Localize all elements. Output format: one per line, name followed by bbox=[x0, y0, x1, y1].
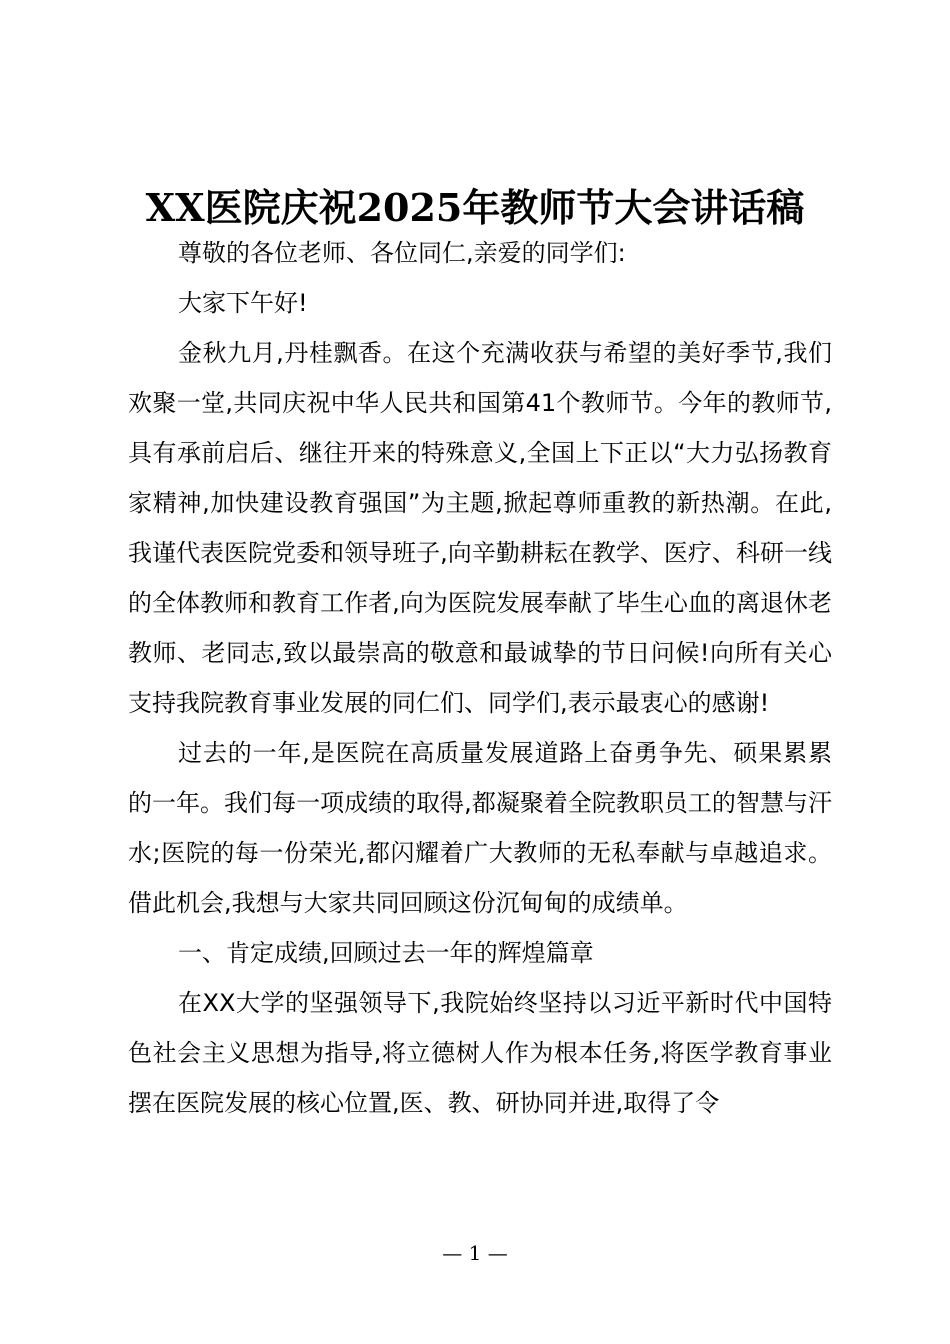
greeting: 大家下午好! bbox=[178, 289, 308, 317]
paragraph-achievements: 在XX大学的坚强领导下,我院始终坚持以习近平新时代中国特色社会主义思想为指导,将立德树人作为根本任务,将医学教育事业摆在医院发展的核心位置,医、教、研协同并进,取得了令 bbox=[128, 989, 832, 1117]
paragraph-opening: 金秋九月,丹桂飘香。在这个充满收获与希望的美好季节,我们欢聚一堂,共同庆祝中华人民共和国第41个教师节。今年的教师节,具有承前启后、继往开来的特殊意义,全国上下正以“大力弘扬教育家精神,加快建设教育强国”为主题,掀起尊师重教的新热潮。在此,我谨代表医院党委和领导班子,向辛勤耕耘在教学、医疗、科研一线的全体教师和教育工作者,向为医院发展奉献了毕生心血的离退休老教师、老同志,致以最崇高的敬意和最诚挚的节日问候!向所有关心支持我院教育事业发展的同仁们、同学们,表示最衷心的感谢! bbox=[128, 339, 832, 717]
page-number: — 1 — bbox=[442, 1241, 508, 1265]
paragraph-review: 过去的一年,是医院在高质量发展道路上奋勇争先、硕果累累的一年。我们每一项成绩的取得,都凝聚着全院教职员工的智慧与汗水;医院的每一份荣光,都闪耀着广大教师的无私奉献与卓越追求。借此机会,我想与大家共同回顾这份沉甸甸的成绩单。 bbox=[128, 739, 832, 917]
section-heading: 一、肯定成绩,回顾过去一年的辉煌篇章 bbox=[178, 939, 594, 967]
salutation: 尊敬的各位老师、各位同仁,亲爱的同学们: bbox=[178, 239, 626, 267]
document-body bbox=[128, 228, 832, 1128]
document-title: XX医院庆祝2025年教师节大会讲话稿 bbox=[145, 185, 805, 230]
